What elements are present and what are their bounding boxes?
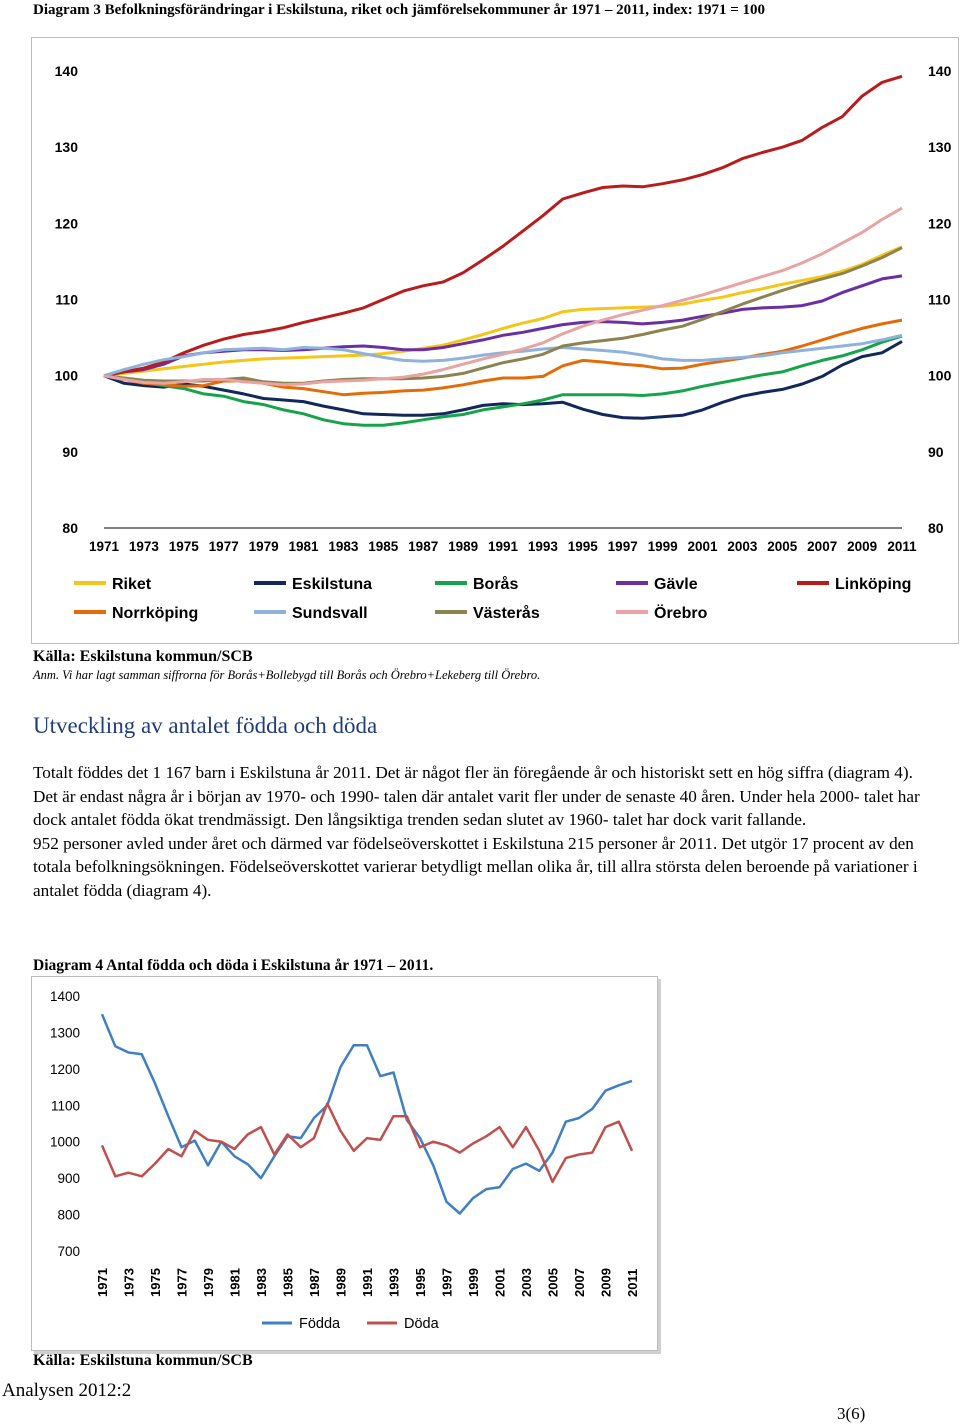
x-tick-1979: 1979 <box>201 1268 216 1297</box>
x-tick-2009: 2009 <box>847 539 878 554</box>
x-tick-1981: 1981 <box>227 1268 243 1297</box>
legend-label-sundsvall: Sundsvall <box>292 605 368 622</box>
series-line-norrkoping <box>104 320 902 395</box>
y-tick-800: 800 <box>57 1207 80 1223</box>
x-tick-1989: 1989 <box>448 539 479 554</box>
y-tick-left-100: 100 <box>54 367 78 384</box>
legend-label-linkoping: Linköping <box>835 576 912 593</box>
x-tick-1987: 1987 <box>408 539 439 554</box>
x-tick-1975: 1975 <box>168 539 199 554</box>
x-tick-1989: 1989 <box>333 1268 349 1297</box>
legend-label-vasteras: Västerås <box>473 605 540 622</box>
x-tick-1985: 1985 <box>368 539 399 554</box>
x-tick-2009: 2009 <box>598 1268 614 1297</box>
x-tick-2003: 2003 <box>727 539 758 554</box>
x-tick-1973: 1973 <box>121 1268 137 1297</box>
legend-label-doda: Döda <box>404 1316 439 1332</box>
paragraph-births: Totalt föddes det 1 167 barn i Eskilstuna år 2011. Det är något fler än föregående år och historiskt sett en hög siffra (diagram 4). Det är endast några år i början av 1970- och 1990- talen där antalet varit fler under de senaste 40 åren. Under hela 2000- talet har dock antalet födda ökat trendmässigt. Den långsiktiga trenden sedan slutet av 1960- talet har dock varit fallande. <box>33 763 920 829</box>
footer-report-name: Analysen 2012:2 <box>2 1380 132 1401</box>
diagram3-source: Källa: Eskilstuna kommun/SCB <box>33 648 253 665</box>
x-tick-1971: 1971 <box>95 1268 110 1297</box>
x-tick-2001: 2001 <box>687 539 718 554</box>
x-tick-1993: 1993 <box>386 1268 402 1297</box>
x-tick-1991: 1991 <box>487 539 519 554</box>
y-tick-right-90: 90 <box>928 443 944 460</box>
legend-label-eskilstuna: Eskilstuna <box>292 576 373 593</box>
series-line-orebro <box>104 208 902 385</box>
series-line-doda <box>102 1104 632 1182</box>
legend-label-fodda: Födda <box>299 1316 341 1332</box>
x-tick-2011: 2011 <box>625 1268 640 1297</box>
y-tick-right-100: 100 <box>928 367 952 384</box>
x-tick-1993: 1993 <box>527 539 558 554</box>
diagram3-title: Diagram 3 Befolkningsförändringar i Eskilstuna, riket och jämförelsekommuner år 1971 – 2011, index: 1971 = 100 <box>33 2 766 18</box>
x-tick-1971: 1971 <box>88 539 120 554</box>
x-tick-1981: 1981 <box>288 539 319 554</box>
y-tick-right-130: 130 <box>928 139 952 156</box>
x-tick-1975: 1975 <box>148 1268 163 1297</box>
y-tick-left-90: 90 <box>62 443 78 460</box>
diagram4-chart-frame <box>31 976 658 1351</box>
x-tick-1979: 1979 <box>248 539 279 554</box>
births-deaths-chart <box>32 977 657 1350</box>
y-tick-1300: 1300 <box>49 1025 80 1041</box>
y-tick-1200: 1200 <box>49 1061 80 1077</box>
x-tick-1983: 1983 <box>328 539 359 554</box>
y-tick-right-140: 140 <box>928 63 952 79</box>
diagram3-note: Anm. Vi har lagt samman siffrorna för Borås+Bollebygd till Borås och Örebro+Lekeberg till Örebro. <box>33 668 541 682</box>
x-tick-1999: 1999 <box>466 1268 481 1297</box>
x-tick-1995: 1995 <box>567 539 598 554</box>
x-tick-2001: 2001 <box>492 1268 508 1297</box>
x-tick-1997: 1997 <box>439 1268 455 1297</box>
x-tick-2007: 2007 <box>807 539 838 554</box>
y-tick-right-80: 80 <box>928 520 944 536</box>
y-tick-1100: 1100 <box>50 1098 80 1114</box>
x-tick-1997: 1997 <box>607 539 638 554</box>
x-tick-1999: 1999 <box>647 539 678 554</box>
legend-label-riket: Riket <box>112 576 152 593</box>
x-tick-2011: 2011 <box>887 539 917 554</box>
x-tick-2007: 2007 <box>572 1268 587 1297</box>
paragraph-deaths: 952 personer avled under året och därmed var födelseöverskottet i Eskilstuna 215 personer år 2011. Det utgör 17 procent av den totala befolkningsökningen. Födelseöverskottet varierar betydligt mellan olika år, till allra största delen beroende på variationer i antalet födda (diagram 4). <box>33 833 918 900</box>
legend-label-norrkoping: Norrköping <box>112 605 199 622</box>
y-tick-left-140: 140 <box>54 63 78 79</box>
y-tick-left-80: 80 <box>62 520 78 536</box>
diagram4-title: Diagram 4 Antal födda och döda i Eskilstuna år 1971 – 2011. <box>33 957 434 974</box>
y-tick-left-120: 120 <box>54 215 78 232</box>
y-tick-700: 700 <box>57 1244 80 1259</box>
y-tick-right-120: 120 <box>928 215 952 232</box>
y-tick-left-110: 110 <box>55 291 78 308</box>
x-tick-1987: 1987 <box>307 1268 322 1297</box>
diagram3-chart-frame <box>31 37 959 644</box>
population-index-chart <box>32 38 958 643</box>
x-tick-2005: 2005 <box>545 1268 561 1297</box>
y-tick-left-130: 130 <box>54 139 78 156</box>
x-tick-2005: 2005 <box>767 539 798 554</box>
legend-label-gavle: Gävle <box>654 576 698 593</box>
y-tick-1000: 1000 <box>49 1134 80 1150</box>
x-tick-1995: 1995 <box>413 1268 428 1297</box>
section-body <box>33 761 938 902</box>
legend-label-boras: Borås <box>473 576 519 593</box>
y-tick-1400: 1400 <box>49 989 80 1004</box>
y-tick-right-110: 110 <box>928 291 951 308</box>
series-line-riket <box>104 247 902 376</box>
footer-page-number: 3(6) <box>837 1404 866 1423</box>
x-tick-2003: 2003 <box>519 1268 534 1297</box>
x-tick-1985: 1985 <box>280 1268 296 1297</box>
section-heading: Utveckling av antalet födda och döda <box>33 713 378 738</box>
legend-label-orebro: Örebro <box>654 605 708 622</box>
x-tick-1977: 1977 <box>208 539 239 554</box>
x-tick-1973: 1973 <box>128 539 159 554</box>
diagram4-source: Källa: Eskilstuna kommun/SCB <box>33 1352 253 1369</box>
series-line-fodda <box>102 1014 632 1213</box>
x-tick-1991: 1991 <box>360 1268 375 1297</box>
x-tick-1977: 1977 <box>174 1268 190 1297</box>
series-line-linkoping <box>104 76 902 375</box>
y-tick-900: 900 <box>57 1171 80 1187</box>
x-tick-1983: 1983 <box>254 1268 269 1297</box>
